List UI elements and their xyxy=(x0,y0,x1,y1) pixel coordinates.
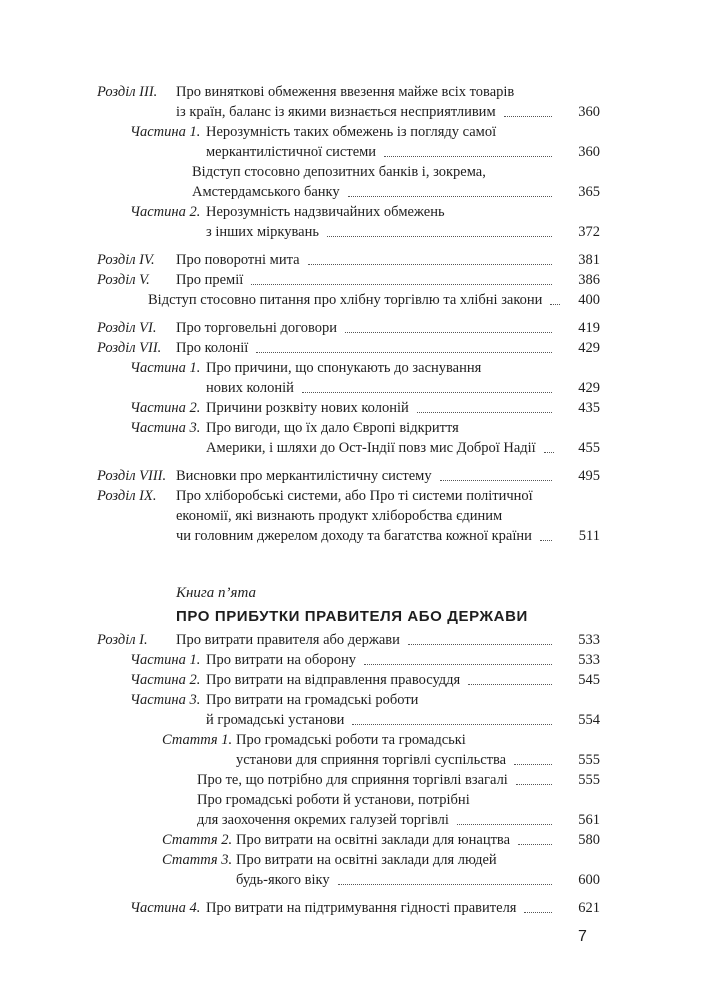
toc-entry-last-line xyxy=(206,398,600,418)
dot-leader xyxy=(384,156,552,157)
dot-leader xyxy=(544,452,554,453)
page-ref: 600 xyxy=(578,872,600,888)
dot-leader xyxy=(440,480,552,481)
toc-entry-line: Висновки про меркантилістичну систему xyxy=(176,468,432,484)
toc-entry-title xyxy=(206,670,600,690)
toc-entry-label: Частина 3. xyxy=(130,420,201,436)
page-ref: 435 xyxy=(578,400,600,416)
toc-entry-label: Розділ VII. xyxy=(97,340,162,356)
toc-entry-line: Про поворотні мита xyxy=(176,252,300,268)
dot-leader xyxy=(417,412,552,413)
toc-entry-title xyxy=(176,250,600,270)
dot-leader xyxy=(457,824,552,825)
dot-leader xyxy=(514,764,552,765)
toc-entry[interactable] xyxy=(0,122,728,162)
toc-entry-line: й громадські установи xyxy=(206,712,345,728)
toc-entry[interactable] xyxy=(0,690,728,730)
toc-entry-last-line xyxy=(236,870,600,890)
page-ref: 400 xyxy=(578,292,600,308)
toc-entry-last-line xyxy=(206,142,600,162)
toc-entry-line: Про причини, що спонукають до заснування xyxy=(206,360,482,376)
page-ref: 419 xyxy=(578,320,600,336)
dot-leader xyxy=(308,264,552,265)
toc-entry[interactable] xyxy=(0,466,728,486)
dot-leader xyxy=(251,284,552,285)
toc-entry-last-line xyxy=(192,182,600,202)
toc-entry-title xyxy=(176,338,600,358)
toc-entry-line: Про витрати на громадські роботи xyxy=(206,692,419,708)
toc-entry-last-line xyxy=(236,830,600,850)
page-ref: 381 xyxy=(578,252,600,268)
toc-entry-title xyxy=(176,486,600,546)
toc-entry-line: Відступ стосовно депозитних банків і, зокрема, xyxy=(192,164,486,180)
toc-entry[interactable] xyxy=(0,82,728,122)
dot-leader xyxy=(550,304,560,305)
toc-entry-line: Нерозумність таких обмежень із погляду самої xyxy=(206,124,497,140)
dot-leader xyxy=(524,912,552,913)
toc-entry-line: Про торговельні договори xyxy=(176,320,338,336)
toc-entry-line: Про витрати на підтримування гідності правителя xyxy=(206,900,517,916)
toc-entry-last-line xyxy=(206,650,600,670)
toc-entry[interactable] xyxy=(0,338,728,358)
toc-entry[interactable] xyxy=(0,898,728,918)
dot-leader xyxy=(345,332,552,333)
toc-entry[interactable] xyxy=(0,730,728,770)
toc-entry[interactable] xyxy=(0,650,728,670)
page-ref: 621 xyxy=(578,900,600,916)
toc-entry-last-line xyxy=(206,710,600,730)
toc-entry-line: Про громадські роботи й установи, потрібні xyxy=(197,792,470,808)
toc-entry-title xyxy=(236,850,600,890)
page-ref: 533 xyxy=(578,652,600,668)
toc-entry-line: установи для сприяння торгівлі суспільства xyxy=(236,752,507,768)
book-heading xyxy=(0,582,728,628)
toc-entry-line: із країн, баланс із якими визнається несприятливим xyxy=(176,104,496,120)
toc-entry-label: Стаття 1. xyxy=(162,732,233,748)
toc-entry-title xyxy=(176,318,600,338)
toc-entry-line: Про хліборобські системи, або Про ті системи політичної xyxy=(176,488,533,504)
toc-entry-title xyxy=(206,122,600,162)
toc-entry-line: Про витрати на відправлення правосуддя xyxy=(206,672,461,688)
toc-entry-last-line xyxy=(206,670,600,690)
page-ref: 533 xyxy=(578,632,600,648)
toc-entry-line: Про громадські роботи та громадські xyxy=(236,732,466,748)
toc-entry-label: Частина 2. xyxy=(130,400,201,416)
toc-entry[interactable] xyxy=(0,486,728,546)
toc-entry-last-line xyxy=(206,438,600,458)
toc-entry-line: нових колоній xyxy=(206,380,294,396)
toc-entry[interactable] xyxy=(0,850,728,890)
toc-entry-line: Причини розквіту нових колоній xyxy=(206,400,409,416)
toc-entry-title xyxy=(197,770,600,790)
toc-entry-label: Частина 4. xyxy=(130,900,201,916)
toc-entry-title xyxy=(236,830,600,850)
toc-entry-title xyxy=(206,398,600,418)
toc-entry[interactable] xyxy=(0,270,728,290)
page-ref: 555 xyxy=(578,752,600,768)
toc-entry-last-line xyxy=(148,290,600,310)
toc-entry-label: Частина 2. xyxy=(130,204,201,220)
toc-entry-last-line xyxy=(236,750,600,770)
page-ref: 365 xyxy=(578,184,600,200)
dot-leader xyxy=(364,664,552,665)
toc-entry-label: Частина 1. xyxy=(130,360,201,376)
toc-entry-last-line xyxy=(206,378,600,398)
toc-entry[interactable] xyxy=(0,398,728,418)
toc-entry-title xyxy=(197,790,600,830)
table-of-contents xyxy=(0,82,728,918)
toc-entry-label: Розділ IV. xyxy=(97,252,155,268)
toc-entry-last-line xyxy=(176,318,600,338)
toc-entry[interactable] xyxy=(0,318,728,338)
toc-entry-label: Розділ І. xyxy=(97,632,148,648)
page-ref: 429 xyxy=(578,340,600,356)
toc-entry-label: Розділ VI. xyxy=(97,320,157,336)
toc-entry-title xyxy=(206,898,600,918)
page-ref: 455 xyxy=(578,440,600,456)
toc-entry-label: Стаття 3. xyxy=(162,852,233,868)
dot-leader xyxy=(468,684,552,685)
dot-leader xyxy=(516,784,552,785)
toc-entry-last-line xyxy=(206,222,600,242)
dot-leader xyxy=(348,196,552,197)
page-ref: 554 xyxy=(578,712,600,728)
toc-entry-line: Про вигоди, що їх дало Європі відкриття xyxy=(206,420,459,436)
page-ref: 386 xyxy=(578,272,600,288)
toc-entry-label: Частина 2. xyxy=(130,672,201,688)
toc-entry-label: Розділ IX. xyxy=(97,488,157,504)
toc-entry-last-line xyxy=(176,338,600,358)
toc-entry-line: Амстердамського банку xyxy=(192,184,340,200)
toc-entry-line: Про премії xyxy=(176,272,244,288)
page-ref: 545 xyxy=(578,672,600,688)
toc-entry[interactable] xyxy=(0,358,728,398)
toc-entry-line: з інших міркувань xyxy=(206,224,319,240)
toc-entry-title xyxy=(206,650,600,670)
toc-entry-line: Про витрати на освітні заклади для юнацтва xyxy=(236,832,511,848)
dot-leader xyxy=(352,724,552,725)
dot-leader xyxy=(504,116,552,117)
toc-entry[interactable] xyxy=(0,630,728,650)
toc-entry-last-line xyxy=(176,250,600,270)
page-ref: 511 xyxy=(578,528,600,544)
toc-entry-line: Про колонії xyxy=(176,340,249,356)
toc-entry-label: Частина 1. xyxy=(130,652,201,668)
toc-entry-title xyxy=(148,290,600,310)
book-title: ПРО ПРИБУТКИ ПРАВИТЕЛЯ АБО ДЕРЖАВИ xyxy=(176,608,528,625)
page-ref: 360 xyxy=(578,104,600,120)
toc-entry-title xyxy=(206,690,600,730)
toc-entry-last-line xyxy=(176,526,600,546)
toc-entry-last-line xyxy=(176,102,600,122)
dot-leader xyxy=(302,392,552,393)
toc-entry-last-line xyxy=(206,898,600,918)
toc-entry-title xyxy=(176,82,600,122)
toc-entry-last-line xyxy=(176,630,600,650)
toc-entry-title xyxy=(206,358,600,398)
dot-leader xyxy=(256,352,552,353)
toc-entry-label: Частина 3. xyxy=(130,692,201,708)
toc-entry-title xyxy=(206,418,600,458)
toc-entry[interactable] xyxy=(0,418,728,458)
toc-entry-title xyxy=(176,270,600,290)
toc-entry[interactable] xyxy=(0,830,728,850)
toc-entry-line: меркантилістичної системи xyxy=(206,144,377,160)
toc-entry-line: Нерозумність надзвичайних обмежень xyxy=(206,204,445,220)
toc-entry-line: чи головним джерелом доходу та багатства кожної країни xyxy=(176,528,532,544)
toc-entry-title xyxy=(236,730,600,770)
page-ref: 580 xyxy=(578,832,600,848)
book-subtitle: Книга п’ята xyxy=(176,585,256,601)
page-ref: 561 xyxy=(578,812,600,828)
toc-entry[interactable] xyxy=(0,770,728,790)
toc-entry-line: Про витрати правителя або держави xyxy=(176,632,400,648)
toc-entry-label: Частина 1. xyxy=(130,124,201,140)
toc-entry-label: Стаття 2. xyxy=(162,832,233,848)
toc-entry-label: Розділ ІІІ. xyxy=(97,84,158,100)
toc-entry-label: Розділ V. xyxy=(97,272,150,288)
toc-entry-line: Америки, і шляхи до Ост-Індії повз мис Доброї Надії xyxy=(206,440,536,456)
toc-entry-title xyxy=(176,466,600,486)
toc-entry-last-line xyxy=(176,270,600,290)
toc-entry[interactable] xyxy=(0,290,728,310)
dot-leader xyxy=(327,236,552,237)
toc-entry-title xyxy=(206,202,600,242)
toc-entry-line: Про те, що потрібно для сприяння торгівлі взагалі xyxy=(197,772,508,788)
page-number: 7 xyxy=(578,928,587,945)
dot-leader xyxy=(518,844,552,845)
toc-entry-last-line xyxy=(176,466,600,486)
page-ref: 555 xyxy=(578,772,600,788)
toc-entry[interactable] xyxy=(0,250,728,270)
page-ref: 429 xyxy=(578,380,600,396)
toc-entry-line: будь-якого віку xyxy=(236,872,330,888)
toc-entry-title xyxy=(176,630,600,650)
page-ref: 360 xyxy=(578,144,600,160)
toc-entry[interactable] xyxy=(0,162,728,202)
toc-entry-line: для заохочення окремих галузей торгівлі xyxy=(197,812,449,828)
toc-entry[interactable] xyxy=(0,790,728,830)
toc-entry[interactable] xyxy=(0,202,728,242)
toc-entry-title xyxy=(192,162,600,202)
toc-entry-last-line xyxy=(197,810,600,830)
dot-leader xyxy=(338,884,552,885)
dot-leader xyxy=(540,540,552,541)
toc-entry-label: Розділ VIII. xyxy=(97,468,167,484)
toc-entry-last-line xyxy=(197,770,600,790)
toc-entry-line: економії, які визнають продукт хліборобства єдиним xyxy=(176,508,503,524)
toc-entry-line: Про виняткові обмеження ввезення майже всіх товарів xyxy=(176,84,515,100)
toc-entry-line: Про витрати на оборону xyxy=(206,652,356,668)
dot-leader xyxy=(408,644,552,645)
toc-entry[interactable] xyxy=(0,670,728,690)
page-ref: 372 xyxy=(578,224,600,240)
toc-entry-line: Відступ стосовно питання про хлібну торгівлю та хлібні закони xyxy=(148,292,543,308)
toc-entry-line: Про витрати на освітні заклади для людей xyxy=(236,852,497,868)
page-ref: 495 xyxy=(578,468,600,484)
